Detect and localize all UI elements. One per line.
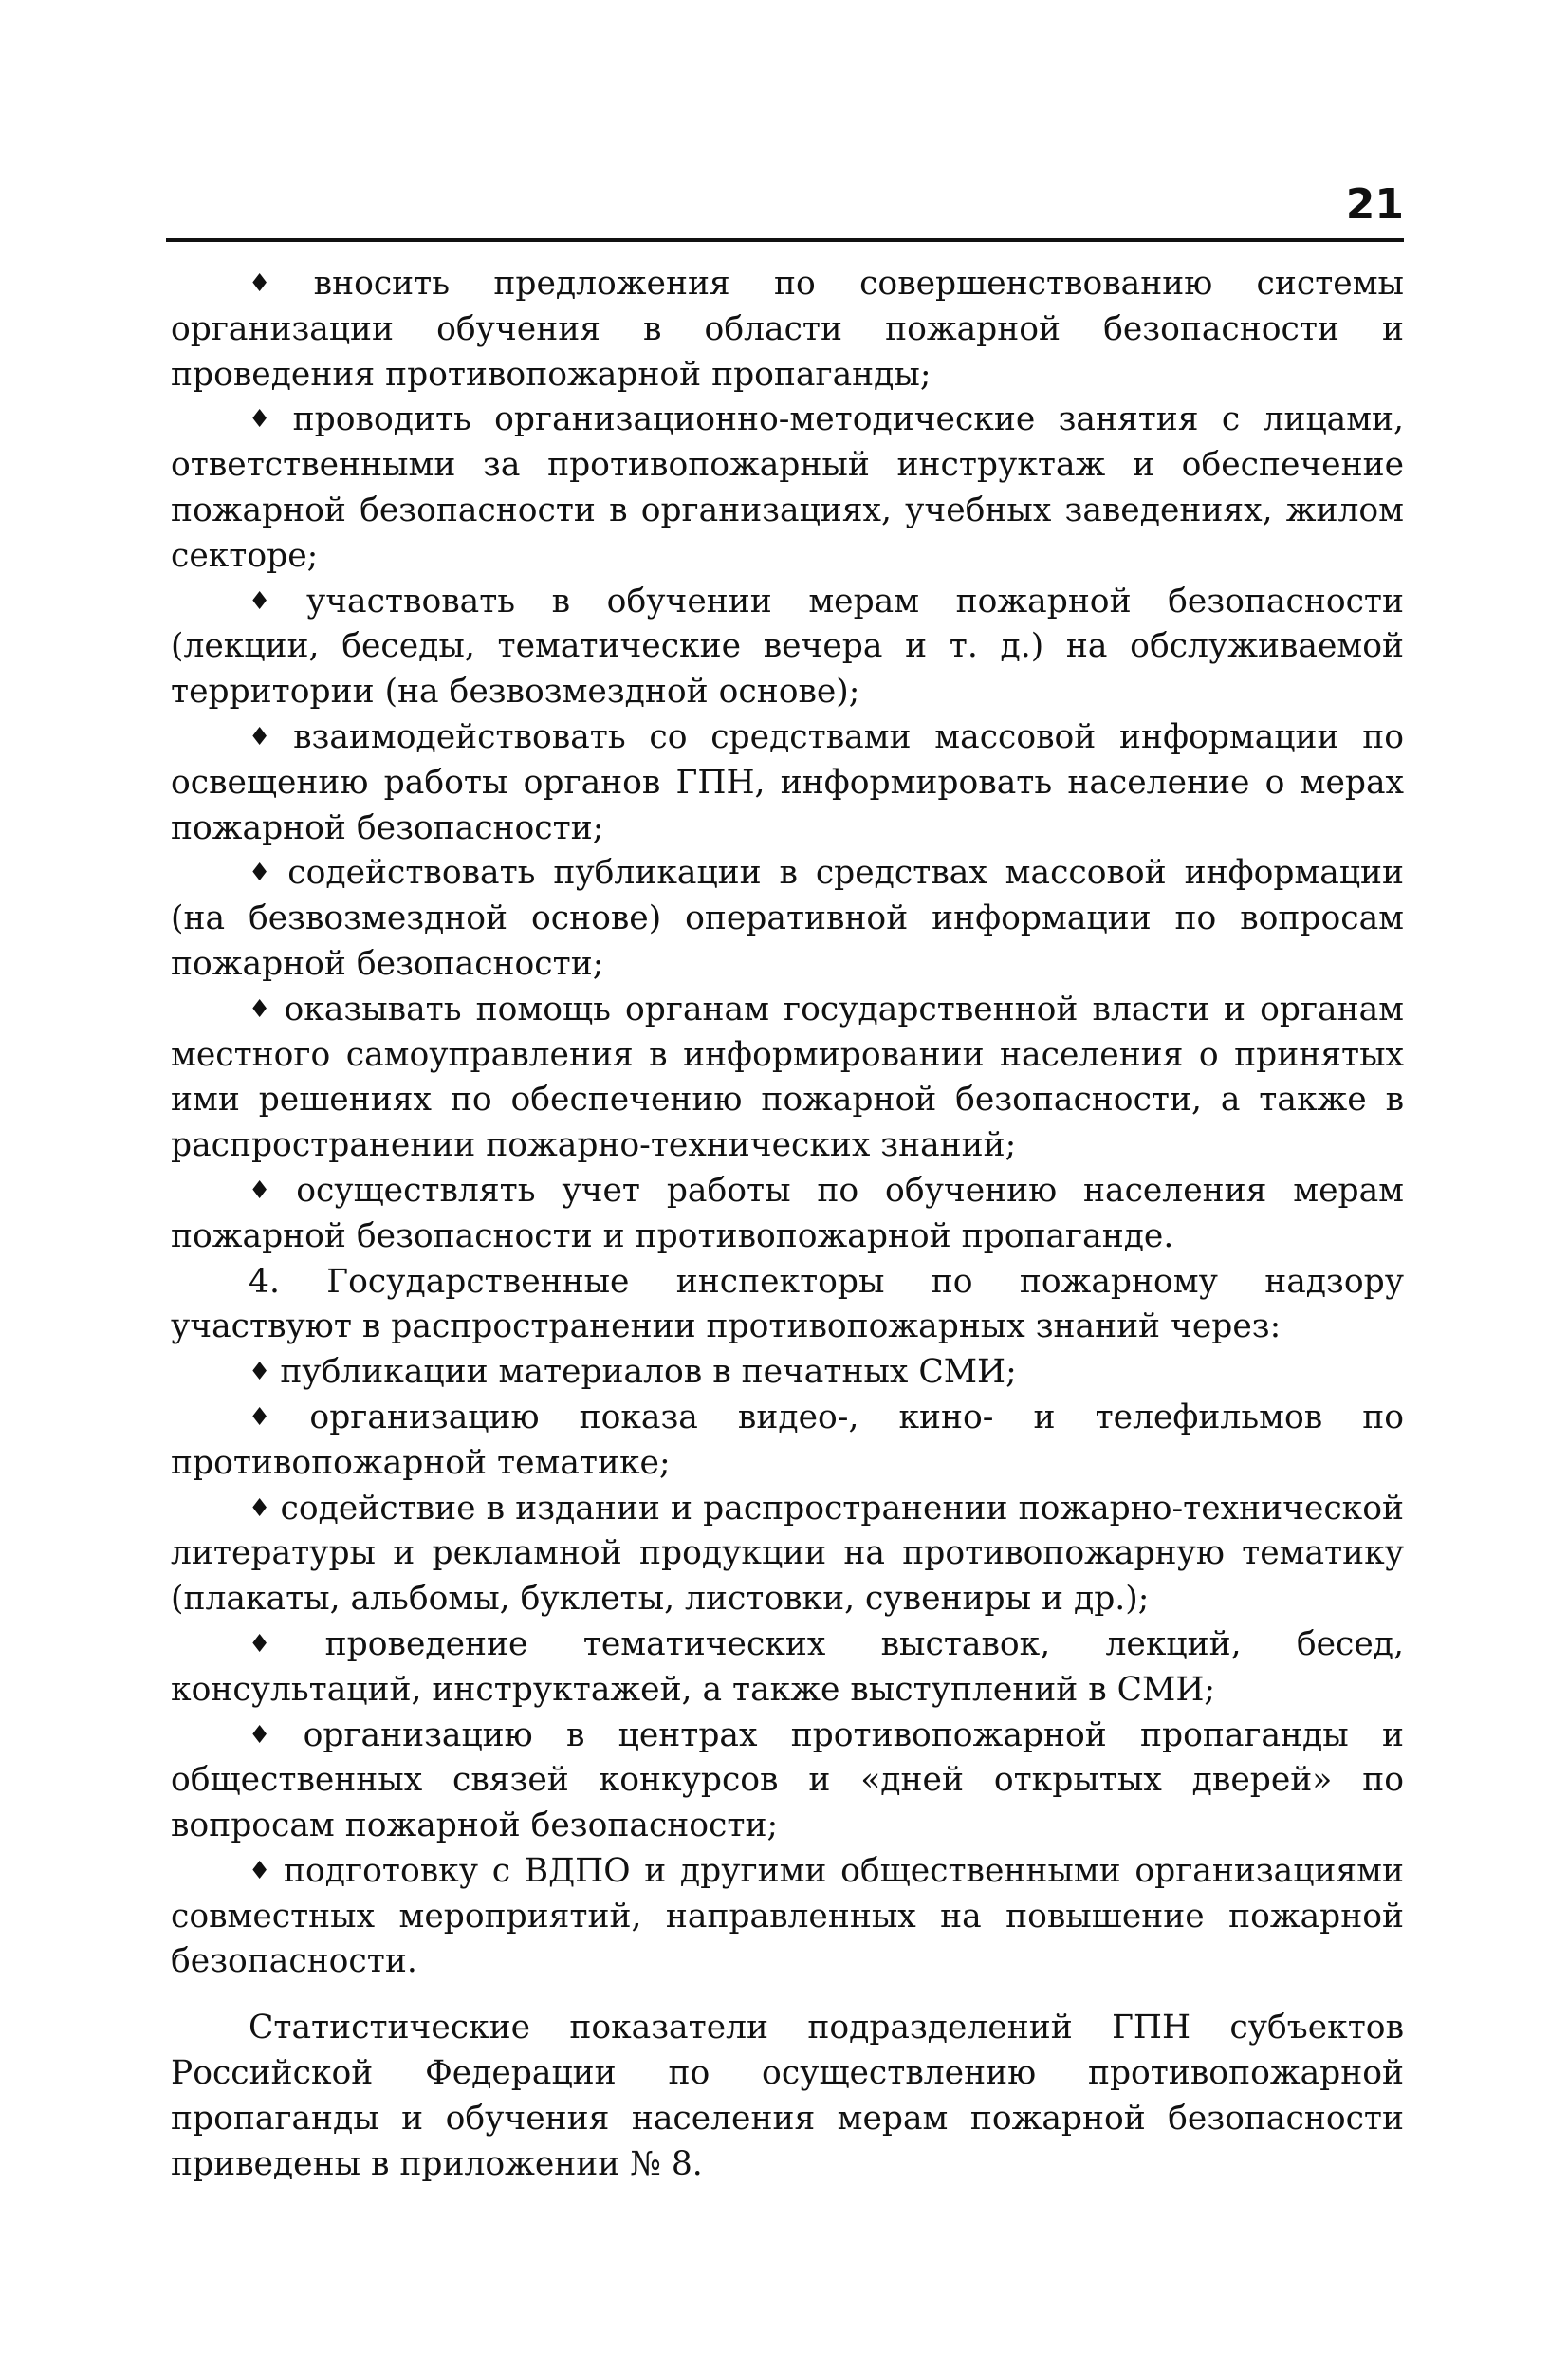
diamond-bullet-icon: ♦ [249, 1629, 316, 1658]
bullet-paragraph [171, 1350, 1404, 1396]
paragraph-text: содействовать публикации в средствах массовой информации (на безвозмездной основе) оперативной информации по вопросам пожарной безопасности; [171, 854, 1405, 983]
bullet-paragraph [171, 1169, 1404, 1260]
paragraph-text: проводить организационно-методические занятия с лицами, ответственными за противопожарный инструктаж и обеспечение пожарной безопасности в организациях, учебных заведениях, жилом секторе; [171, 400, 1404, 575]
bullet-paragraph [171, 988, 1404, 1169]
bullet-paragraph [171, 398, 1404, 579]
paragraph-text: организацию в центрах противопожарной пропаганды и общественных связей конкурсов и «дней открытых дверей» по вопросам пожарной безопасности; [171, 1715, 1404, 1845]
diamond-bullet-icon: ♦ [249, 859, 279, 888]
diamond-bullet-icon: ♦ [249, 269, 304, 298]
diamond-bullet-icon: ♦ [249, 1176, 287, 1205]
closing-paragraph [171, 2006, 1404, 2187]
paragraph-text: Статистические показатели подразделений ГПН субъектов Российской Федерации по осуществлению противопожарной пропаганды и обучения населения мерам пожарной безопасности приведены в приложении № 8. [171, 2009, 1404, 2183]
bullet-paragraph [171, 580, 1404, 715]
paragraph-text: организацию показа видео-, кино- и телефильмов по противопожарной тематике; [171, 1398, 1404, 1482]
diamond-bullet-icon: ♦ [249, 1856, 275, 1885]
header-rule [166, 238, 1404, 242]
bullet-paragraph [171, 1487, 1404, 1622]
bullet-paragraph [171, 1396, 1404, 1487]
paragraph-text: проведение тематических выставок, лекций, бесед, консультаций, инструктажей, а также выступлений в СМИ; [171, 1624, 1404, 1709]
paragraph-text: взаимодействовать со средствами массовой информации по освещению работы органов ГПН, информировать население о мерах пожарной безопасности; [171, 717, 1404, 847]
bullet-paragraph [171, 851, 1404, 987]
paragraph-text: 4. Государственные инспекторы по пожарному надзору участвуют в распространении противопожарных знаний через: [171, 1262, 1404, 1346]
diamond-bullet-icon: ♦ [249, 1720, 294, 1750]
page-number: 21 [1345, 180, 1404, 229]
paragraph-text: осуществлять учет работы по обучению населения мерам пожарной безопасности и противопожарной пропаганде. [171, 1171, 1405, 1255]
bullet-paragraph [171, 715, 1404, 851]
text-body [171, 262, 1404, 2187]
diamond-bullet-icon: ♦ [249, 1358, 271, 1387]
diamond-bullet-icon: ♦ [249, 586, 297, 616]
bullet-paragraph [171, 1849, 1404, 1985]
diamond-bullet-icon: ♦ [249, 994, 275, 1024]
paragraph-text: оказывать помощь органам государственной власти и органам местного самоуправления в информировании населения о принятых ими решениях по обеспечению пожарной безопасности, а также в распространении пожарно-технических знаний; [171, 990, 1405, 1165]
bullet-paragraph [171, 262, 1404, 398]
diamond-bullet-icon: ♦ [249, 722, 285, 751]
numbered-paragraph [171, 1260, 1404, 1351]
diamond-bullet-icon: ♦ [249, 1493, 271, 1523]
bullet-paragraph [171, 1714, 1404, 1849]
paragraph-text: содействие в издании и распространении пожарно-технической литературы и рекламной продукции на противопожарную тематику (плакаты, альбомы, буклеты, листовки, сувениры и др.); [171, 1489, 1405, 1619]
diamond-bullet-icon: ♦ [249, 1402, 301, 1432]
paragraph-text: участвовать в обучении мерам пожарной безопасности (лекции, беседы, тематические вечера и т. д.) на обслуживаемой территории (на безвозмездной основе); [171, 582, 1404, 712]
bullet-paragraph [171, 1622, 1404, 1714]
diamond-bullet-icon: ♦ [249, 405, 284, 435]
paragraph-text: подготовку с ВДПО и другими общественными организациями совместных мероприятий, направленных на повышение пожарной безопасности. [171, 1851, 1404, 1981]
paragraph-text: публикации материалов в печатных СМИ; [280, 1353, 1017, 1392]
paragraph-text: вносить предложения по совершенствованию системы организации обучения в области пожарной безопасности и проведения противопожарной пропаганды; [171, 265, 1404, 394]
